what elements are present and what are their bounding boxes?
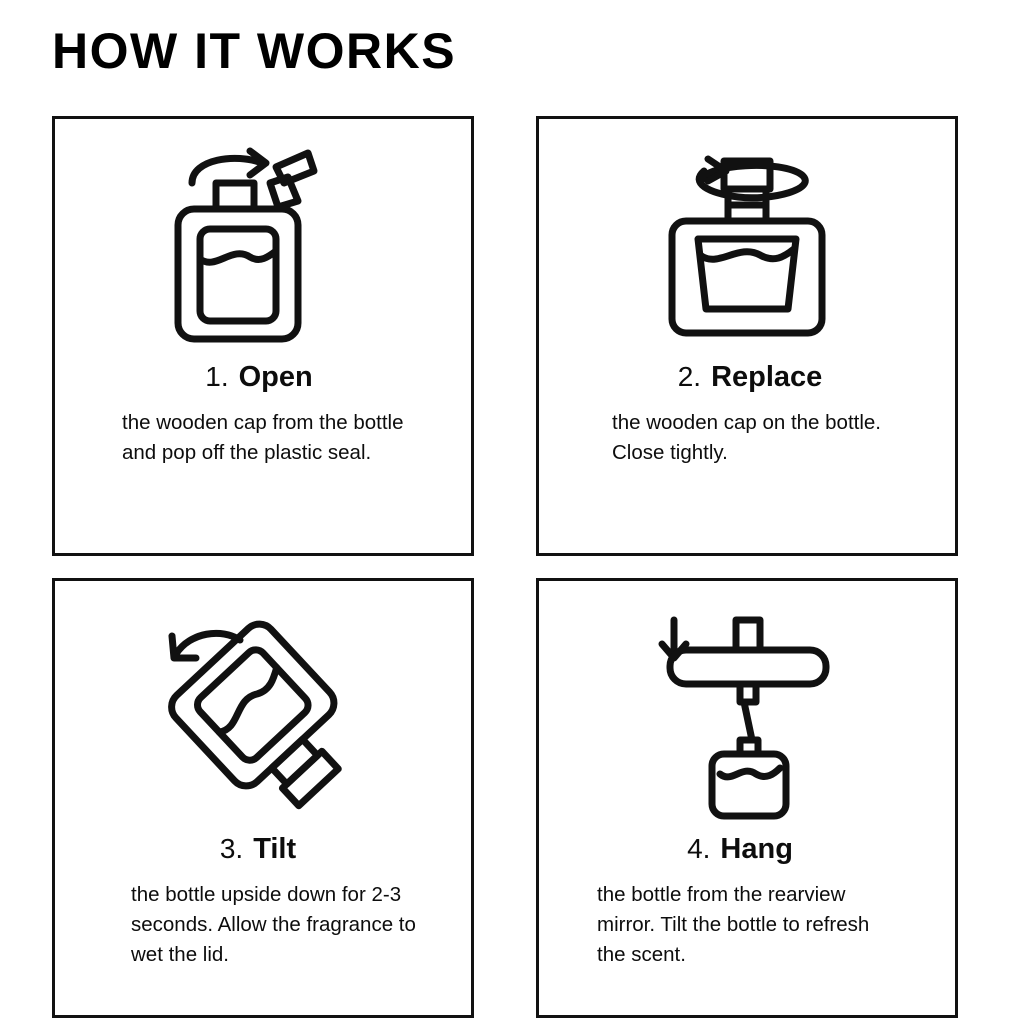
step-heading — [205, 363, 312, 392]
step-word: Tilt — [253, 833, 297, 865]
step-description: the bottle upside down for 2-3 seconds. Allow the fragrance to wet the lid. — [131, 883, 416, 967]
bottle-open-cap-icon — [55, 119, 471, 359]
steps-grid — [52, 116, 968, 1018]
step-number: 4. — [687, 833, 711, 864]
page-title: HOW IT WORKS — [52, 23, 457, 79]
bottle-tilt-rotate-icon — [55, 581, 471, 831]
step-number: 1. — [205, 361, 229, 392]
step-card-replace — [536, 116, 958, 556]
step-heading — [678, 363, 823, 392]
step-description: the wooden cap on the bottle. Close tightly. — [612, 411, 881, 465]
bottle-twist-cap-icon — [539, 119, 955, 359]
step-card-tilt — [52, 578, 474, 1018]
step-number: 3. — [219, 833, 244, 864]
step-number: 2. — [677, 361, 702, 392]
step-word: Replace — [711, 361, 823, 393]
step-card-open — [52, 116, 474, 556]
step-word: Hang — [720, 833, 793, 865]
step-description: the wooden cap from the bottle and pop off the plastic seal. — [122, 411, 404, 465]
step-heading — [687, 835, 793, 864]
step-description: the bottle from the rearview mirror. Tilt the bottle to refresh the scent. — [597, 883, 870, 967]
step-word: Open — [238, 361, 313, 393]
step-card-hang — [536, 578, 958, 1018]
step-heading — [220, 835, 296, 864]
bottle-hang-mirror-icon — [539, 581, 955, 831]
